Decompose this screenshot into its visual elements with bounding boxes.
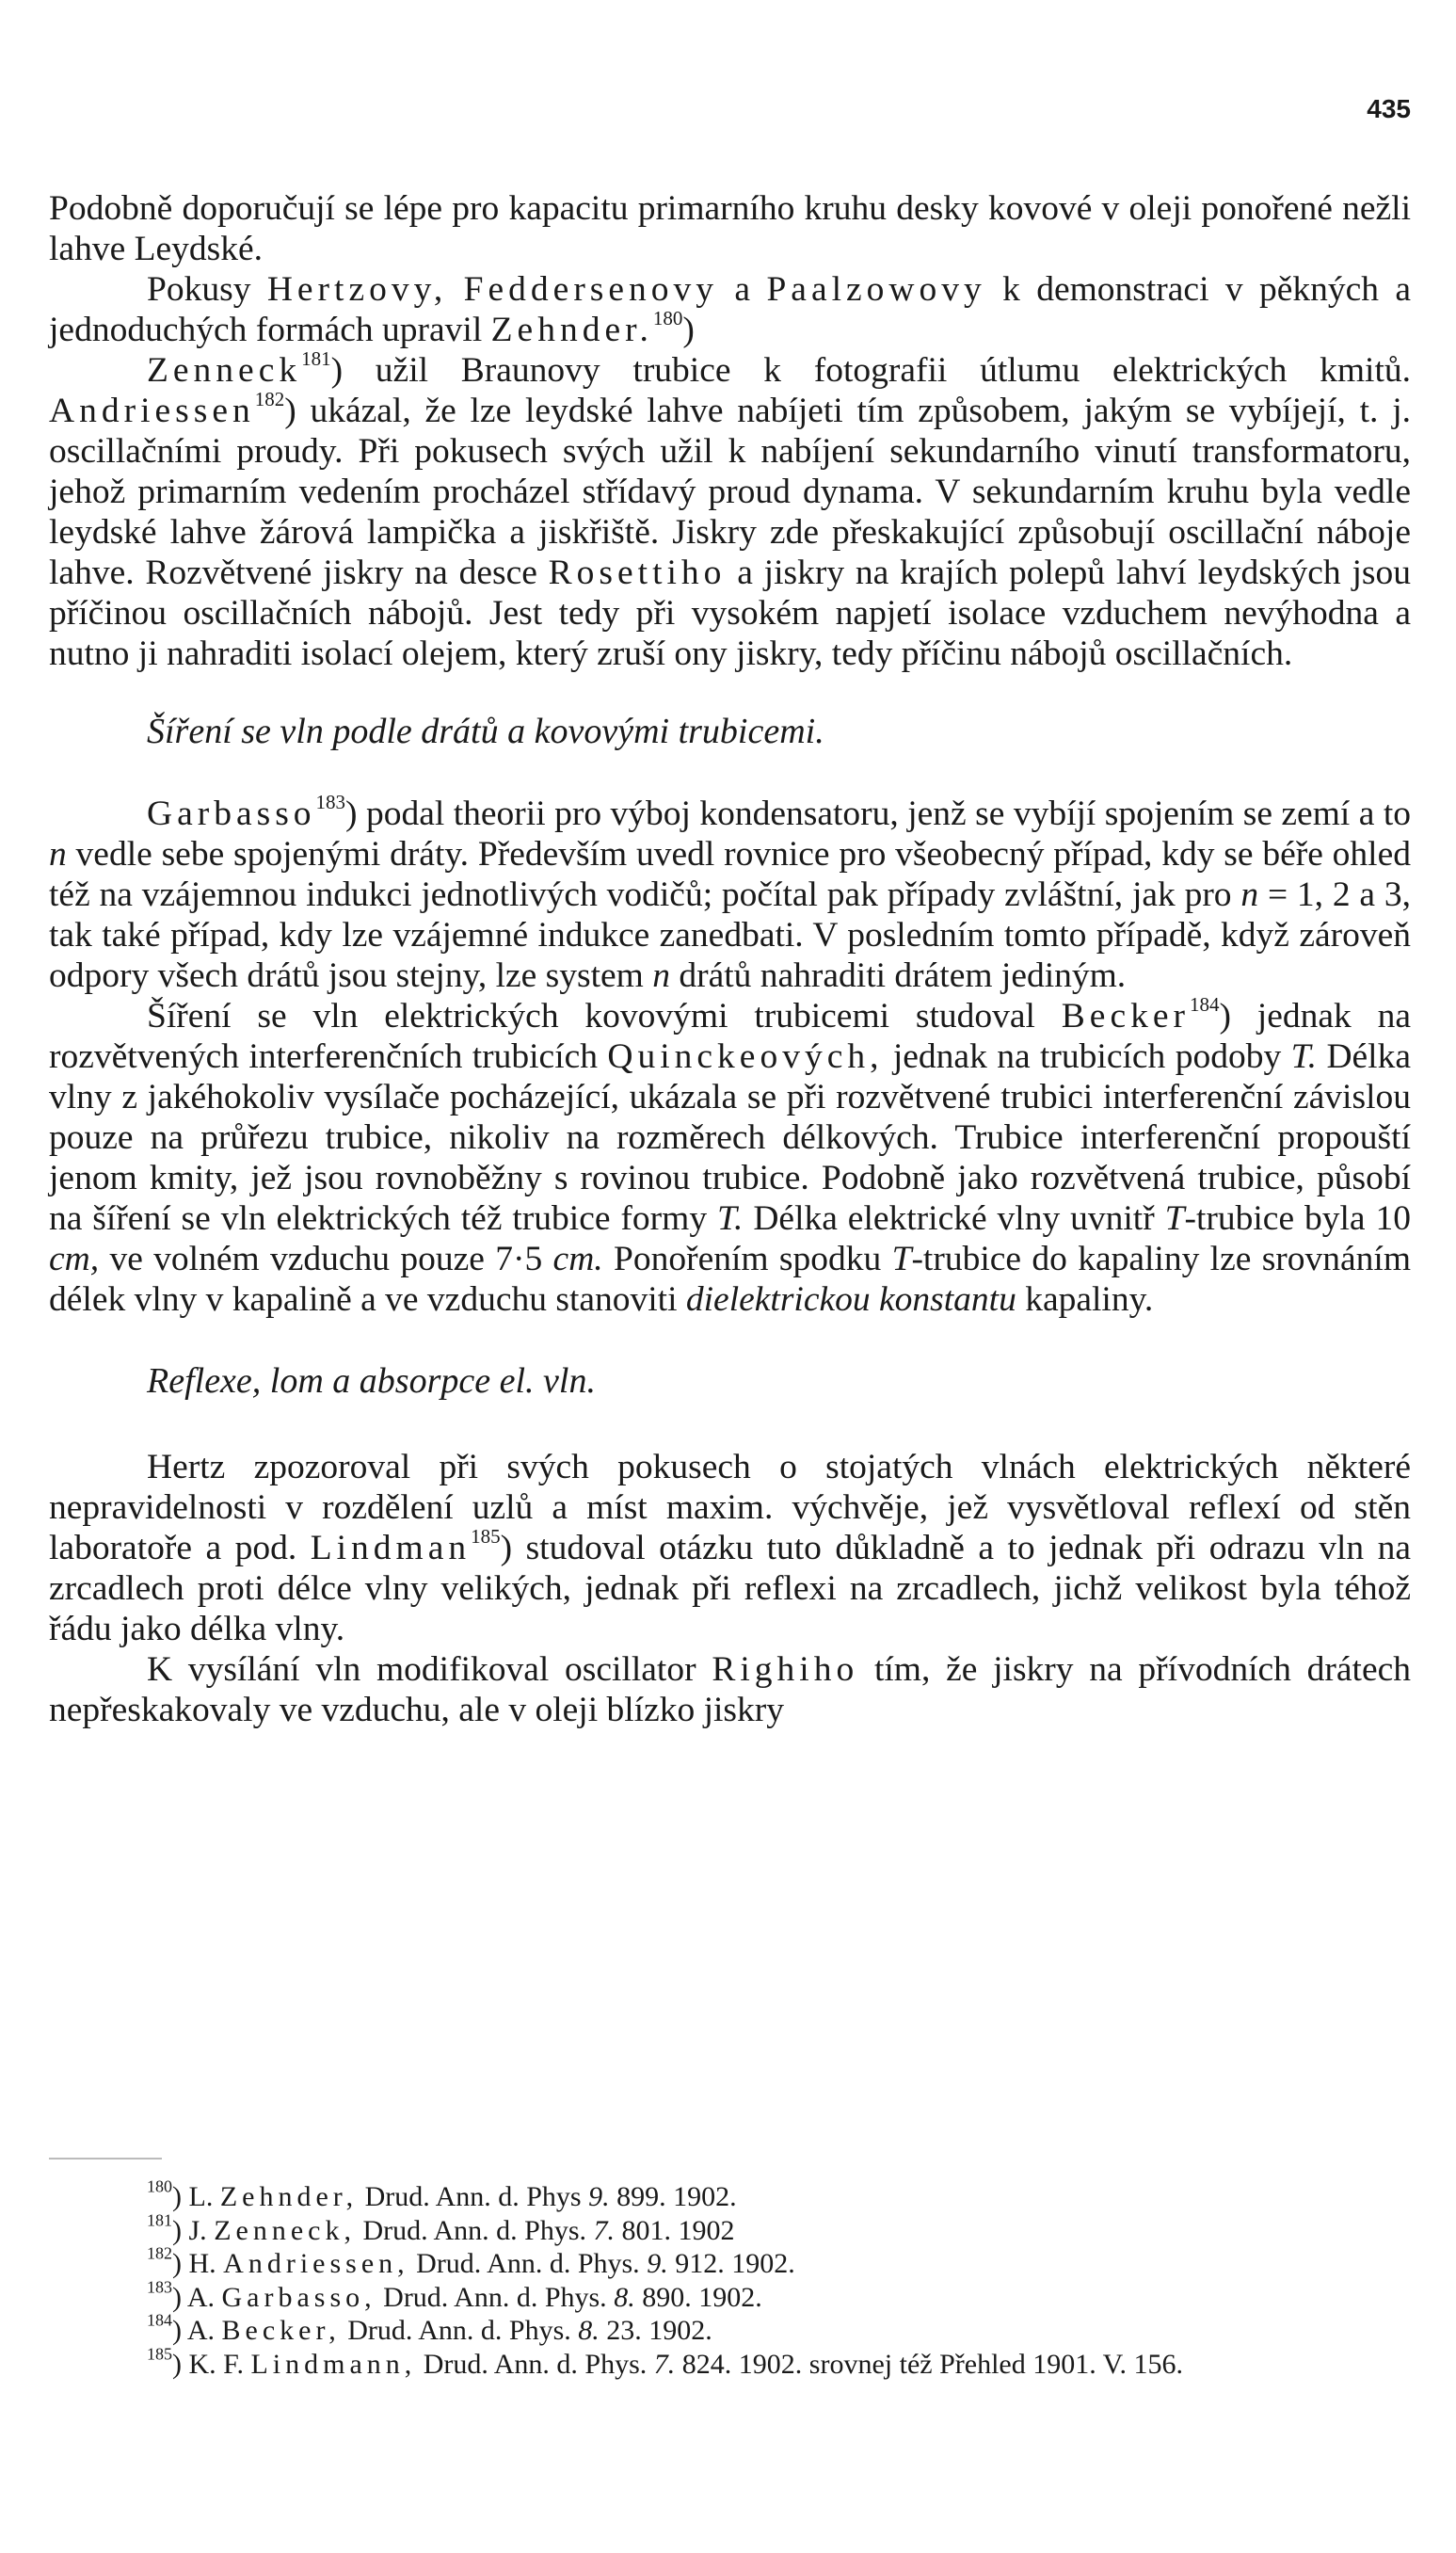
- footnote-author: Garbasso,: [221, 2281, 376, 2313]
- footnote-source: Drud. Ann. d. Phys.: [416, 2348, 654, 2380]
- footnote-ref: 180: [652, 307, 683, 330]
- text-run: -trubice do kapaliny lze srovnáním délek vlny v kapalině a ve vzduchu stanoviti: [49, 1240, 1412, 1319]
- footnote-181: $^{181}$) J. Zenneck, Drud. Ann. d. Phys. 7. 801. 1902: [147, 2210, 735, 2246]
- author-name: Lindman: [310, 1529, 472, 1567]
- footnote-pages: 890. 1902.: [634, 2281, 762, 2313]
- footnote-initials: L.: [188, 2181, 214, 2212]
- footnote-source: Drud. Ann. d. Phys.: [355, 2214, 594, 2246]
- footnote-number: 182: [147, 2243, 172, 2263]
- footnote-author: Andriessen,: [223, 2248, 409, 2279]
- paragraph-2: [49, 269, 1411, 350]
- footnotes: [49, 2176, 1411, 2381]
- footnote-pages: 899. 1902.: [609, 2181, 737, 2212]
- text-run: [447, 270, 463, 309]
- author-name: Paalzowovy: [766, 270, 986, 309]
- footnote-ref: 182: [254, 388, 285, 411]
- text-run: ) jednak na rozvětvených interferenčních trubicích: [49, 997, 1412, 1076]
- footnote-pages: 801. 1902: [615, 2214, 735, 2246]
- footnote-initials: J.: [188, 2214, 207, 2246]
- footnote-initials: A.: [186, 2315, 216, 2346]
- paragraph-1: [49, 188, 1411, 269]
- footnote-182: $^{182}$) H. Andriessen, Drud. Ann. d. Phys. 9. 912. 1902.: [147, 2243, 795, 2279]
- text-run: ) podal theorii pro výboj kondensatoru, jenž se vybíjí spojením se zemí a to: [345, 795, 1411, 833]
- unit: cm.: [552, 1240, 603, 1278]
- text-run: Šíření se vln elektrických kovovými trubicemi studoval: [147, 997, 1062, 1036]
- footnote-author: Zehnder,: [219, 2181, 359, 2212]
- text-run: a jiskry na krajích polepů lahví leydských jsou příčinou oscillačních nábojů. Jest tedy při vysokém napjetí isolace vzduchem nevýhodna a nutno ji nahraditi isolací olejem, který zruší ony jiskry, tedy příčinu nábojů oscillačních.: [49, 554, 1411, 673]
- text-run: ) užil Braunovy trubice k fotografii útlumu elektrických kmitů.: [330, 351, 1411, 390]
- text-run: kapaliny.: [1016, 1280, 1154, 1319]
- p1-text: Podobně doporučují se lépe pro kapacitu primarního kruhu desky kovové v oleji ponořené nežli lahve Leydské.: [49, 189, 1411, 268]
- footnote-volume: 9.: [647, 2248, 668, 2279]
- body-text: [49, 188, 1411, 1730]
- paragraph-7: [49, 1649, 1411, 1730]
- text-run: -trubice byla 10: [1184, 1199, 1411, 1238]
- author-name: Rosettiho: [548, 554, 727, 592]
- footnote-pages: 23. 1902.: [599, 2315, 712, 2346]
- author-name: Hertzovy,: [266, 270, 448, 309]
- footnote-author: Zenneck,: [214, 2214, 356, 2246]
- text-run: a: [718, 270, 767, 309]
- author-name: Zenneck: [147, 351, 302, 390]
- footnote-number: 180: [147, 2176, 172, 2196]
- text-run: jednak na trubicích podoby: [883, 1037, 1291, 1076]
- footnote-author: Becker,: [221, 2315, 341, 2346]
- text-run: ): [682, 311, 695, 349]
- footnote-185: $^{185}$) K. F. Lindmann, Drud. Ann. d. Phys. 7. 824. 1902. srovnej též Přehled 1901. V. 156.: [147, 2344, 1183, 2380]
- footnote-initials: A.: [186, 2281, 216, 2313]
- author-name: Garbasso: [147, 795, 316, 833]
- footnote-volume: 8.: [578, 2315, 600, 2346]
- footnote-183: $^{183}$) A. Garbasso, Drud. Ann. d. Phys. 8. 890. 1902.: [147, 2277, 762, 2313]
- footnote-number: 185: [147, 2344, 172, 2364]
- footnote-180: $^{180}$) L. Zehnder, Drud. Ann. d. Phys 9. 899. 1902.: [147, 2176, 737, 2212]
- footnote-ref: 184: [1189, 993, 1220, 1017]
- text-run: Délka elektrické vlny uvnitř: [743, 1199, 1165, 1238]
- author-name: Righiho: [712, 1650, 859, 1689]
- author-name: Quinckeových,: [607, 1037, 884, 1076]
- footnote-source: Drud. Ann. d. Phys.: [376, 2281, 615, 2313]
- text-run: tím, že jiskry na přívodních drátech nepřeskakovaly ve vzduchu, ale v oleji blízko jiskry: [49, 1650, 1411, 1729]
- paragraph-6: [49, 1447, 1411, 1649]
- math-var: n: [1240, 875, 1259, 914]
- text-run: drátů nahraditi drátem jediným.: [669, 956, 1127, 995]
- text-run: vedle sebe spojenými dráty. Především uvedl rovnice pro všeobecný případ, kdy se béře ohled též na vzájemnou indukci jednotlivých vodičů; počítal pak případy zvláštní, jak pro: [49, 835, 1411, 914]
- footnote-number: 184: [147, 2310, 172, 2330]
- text-run: Ponořením spodku: [602, 1240, 892, 1278]
- math-var: T: [1164, 1199, 1185, 1238]
- author-name: Becker: [1061, 997, 1190, 1036]
- math-var: T.: [716, 1199, 744, 1238]
- section-heading-2: Reflexe, lom a absorpce el. vln.: [147, 1361, 596, 1401]
- text-run: k demonstraci v pěkných a jednoduchých formách upravil: [49, 270, 1412, 349]
- author-name: Feddersenovy: [463, 270, 719, 309]
- footnote-initials: K. F.: [188, 2348, 244, 2380]
- footnote-ref: 183: [315, 791, 346, 814]
- emphasis: dielektrickou konstantu: [685, 1280, 1016, 1319]
- text-run: = 1, 2 a 3, tak také případ, kdy lze vzájemné indukce zanedbati. V posledním tomto případě, když zároveň odpory všech drátů jsou stejny, lze system: [49, 875, 1411, 995]
- text-run: Hertz zpozoroval při svých pokusech o stojatých vlnách elektrických některé nepravidelnosti v rozdělení uzlů a míst maxim. výchvěje, jež vysvětloval reflexí od stěn laboratoře a pod.: [49, 1448, 1411, 1567]
- footnote-source: Drud. Ann. d. Phys.: [340, 2315, 579, 2346]
- footnote-number: 181: [147, 2210, 172, 2230]
- unit: cm,: [49, 1240, 100, 1278]
- text-run: K vysílání vln modifikoval oscillator: [147, 1650, 712, 1689]
- footnote-author: Lindmann,: [250, 2348, 417, 2380]
- footnote-volume: 8.: [614, 2281, 635, 2313]
- math-var: n: [652, 956, 670, 995]
- math-var: T.: [1290, 1037, 1318, 1076]
- footnote-initials: H.: [188, 2248, 216, 2279]
- footnote-source: Drud. Ann. d. Phys: [358, 2181, 589, 2212]
- footnote-volume: 7.: [653, 2348, 676, 2380]
- text-run: Pokusy: [147, 270, 267, 309]
- math-var: n: [49, 835, 67, 874]
- section-heading-1: Šíření se vln podle drátů a kovovými trubicemi.: [147, 712, 824, 751]
- text-run: ) ukázal, že lze leydské lahve nabíjeti tím způsobem, jakým se vybíjejí, t. j. oscillačními proudy. Při pokusech svých užil k nabíjení sekundarního vinutí transformatoru, jehož primarním vedením procházel střídavý proud dynama. V sekundarním kruhu byla vedle leydské lahve žárová lampička a jiskřiště. Jiskry zde přeskakující způsobují oscillační náboje lahve. Rozvětvené jiskry na desce: [49, 392, 1411, 592]
- author-name: Andriessen: [49, 392, 255, 430]
- text-run: ) studoval otázku tuto důkladně a to jednak při odrazu vln na zrcadlech proti délce vlny velikých, jednak při reflexi na zrcadlech, jichž velikost byla téhož řádu jako délka vlny.: [49, 1529, 1411, 1648]
- footnote-source: Drud. Ann. d. Phys.: [408, 2248, 648, 2279]
- footnote-184: $^{184}$) A. Becker, Drud. Ann. d. Phys. 8. 23. 1902.: [147, 2310, 712, 2346]
- footnote-pages: 824. 1902. srovnej též Přehled 1901. V. 156.: [675, 2348, 1183, 2380]
- text-run: Délka vlny z jakéhokoliv vysílače pocházející, ukázala se při rozvětvené trubici interferenční závislou pouze na průřezu trubice, nikoliv na rozměrech délkových. Trubice interferenční propouští jenom kmity, jež jsou rovnoběžny s rovinou trubice. Podobně jako rozvětvená trubice, působí na šíření se vln elektrických též trubice formy: [49, 1037, 1411, 1238]
- page-number: 435: [1367, 94, 1411, 123]
- footnote-volume: 9.: [588, 2181, 610, 2212]
- footnote-pages: 912. 1902.: [667, 2248, 795, 2279]
- paragraph-4: [49, 791, 1411, 996]
- author-name: Zehnder.: [490, 311, 653, 349]
- footnote-ref: 181: [301, 347, 331, 371]
- footnote-ref: 185: [471, 1525, 501, 1549]
- footnote-volume: 7.: [593, 2214, 615, 2246]
- text-run: ve volném vzduchu pouze 7·5: [99, 1240, 553, 1278]
- footnote-divider: [49, 2158, 162, 2160]
- paragraph-3: [49, 347, 1411, 674]
- paragraph-5: [49, 993, 1412, 1320]
- math-var: T: [891, 1240, 912, 1278]
- footnote-number: 183: [147, 2277, 172, 2297]
